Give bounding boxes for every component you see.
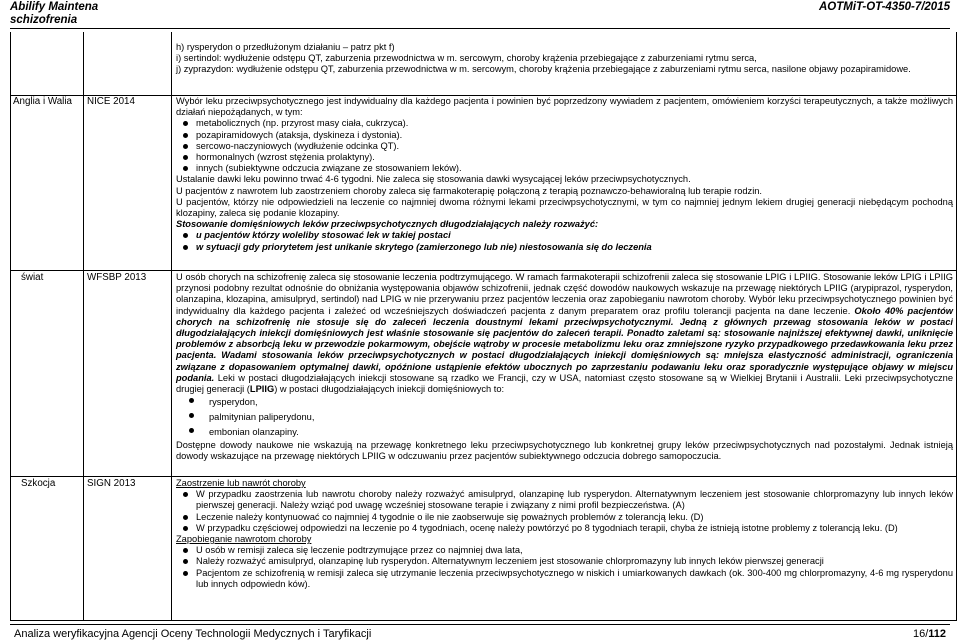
section-heading: Zapobieganie nawrotom choroby <box>176 534 312 545</box>
row-divider <box>11 270 956 271</box>
list-item: metabolicznych (np. przyrost masy ciała, cukrzyca). <box>176 118 953 129</box>
list-item: w sytuacji gdy priorytetem jest unikanie skrytego (zamierzonego lub nie) niestosowania się do leczenia <box>176 242 953 253</box>
footer-agency: Analiza weryfikacyjna Agencji Oceny Technologii Medycznych i Taryfikacji <box>14 628 372 640</box>
header-document-id: AOTMiT-OT-4350-7/2015 <box>818 1 950 13</box>
region-cell: świat <box>21 272 44 283</box>
paragraph: Ustalanie dawki leku powinno trwać 4-6 tygodni. Nie zaleca się stosowania dawki wysycającej leków przeciwpsychotycznych. <box>176 174 691 185</box>
paragraph-text: ) w postaci długodziałających iniekcji domięśniowych to: <box>274 384 505 395</box>
header-product <box>10 1 98 27</box>
header-indication: schizofrenia <box>10 14 78 26</box>
list-item: W przypadku zaostrzenia lub nawrotu choroby należy rozważyć amisulpryd, olanzapinę lub rysperydon. Alternatywnym leczeniem jest stosowanie chlorpromazyny lub innych leków pierwszej generacji. Należy wziąć pod uwagę wcześniej stosowane terapie i związany z nimi profil bezpieczeństwa. (A) <box>176 489 953 511</box>
column-divider <box>171 32 172 620</box>
page-header <box>10 0 950 29</box>
section-heading: Zaostrzenie lub nawrót choroby <box>176 478 306 488</box>
list-item: embonian olanzapiny. <box>176 425 953 440</box>
contraindication-item-i: i) sertindol: wydłużenie odstępu QT, zaburzenia przewodnictwa w m. sercowym, choroby krążenia przebiegające z zaburzeniami rytmu serca, <box>176 53 757 64</box>
organization-cell: NICE 2014 <box>87 96 135 107</box>
paragraph: Wybór leku przeciwpsychotycznego jest indywidualny dla każdego pacjenta i powinien być poprzedzony wywiadem z pacjentem, omówieniem korzyści terapeutycznych, a także możliwych działań niepożądanych, w tym: <box>176 96 953 118</box>
paragraph: U pacjentów z nawrotem lub zaostrzeniem choroby zaleca się farmakoterapię połączoną z terapią poznawczo-behawioralną lub terapie rodzin. <box>176 185 763 196</box>
paragraph-heading: Stosowanie domięśniowych leków przeciwpsychotycznych długodziałających należy rozważyć: <box>176 219 599 230</box>
recommendation-cell <box>176 96 953 253</box>
page-number <box>913 628 946 640</box>
paragraph <box>176 272 953 395</box>
paragraph-text: Leki w postaci długodziałających iniekcji stosowane są rzadko we Francji, czy w USA, natomiast często stosowane są w Wielkiej Brytanii i Australii. Leki przeciwpsychotyczne drugiej generacji ( <box>176 372 953 395</box>
recommendation-cell <box>176 478 953 590</box>
page-current: 16/ <box>912 628 929 640</box>
page-footer <box>10 624 950 641</box>
organization-cell: WFSBP 2013 <box>87 272 147 283</box>
table-row <box>176 42 953 76</box>
row-divider <box>11 476 956 477</box>
contraindication-item-h: h) rysperydon o przedłużonym działaniu – patrz pkt f) <box>176 42 395 52</box>
paragraph-emphasis: Około 40% pacjentów chorych na schizofrenię nie stosuje się do zaleceń leczenia doustnymi lekami przeciwpsychotycznymi. Jedną z głównych przewag stosowania leków w postaci długodziałających iniekcji domięśniowych jest właśnie stosowanie się pacjentów do zaleceń terapii. Ponadto zaletami są: stosowanie najniższej efektywnej dawki, uniknięcie problemów z absorbcją leku w przewodzie pokarmowym, obejście wątroby w procesie metabolizmu leku oraz zmniejszone ryzyko przypadkowego przedawkowania leku przez pacjenta. Wadami stosowania leków przeciwpsychotycznych w postaci długodziałających iniekcji domięśniowych są: mniejsza elastyczność administracji, ograniczenia związane z dopasowaniem optymalnej dawki, opóźnione ustąpienie efektów ubocznych po zaprzestaniu podawaniu leku oraz sporadycznie występujące objawy w miejscu podania. <box>176 305 953 383</box>
paragraph: Dostępne dowody naukowe nie wskazują na przewagę konkretnego leku przeciwpsychotycznego lub konkretnej grupy leków przeciwpsychotycznych nad pozostałymi. Jednak istnieją dowody wskazujące na przewagę niektórych LPIIG w odczuwaniu przez pacjentów subiektywnego odczucia dobrego samopoczucia. <box>176 440 953 462</box>
list-item: palmitynian paliperydonu, <box>176 410 953 425</box>
paragraph-text: U osób chorych na schizofrenię zaleca się stosowanie leczenia podtrzymującego. W ramach farmakoterapii schizofrenii zaleca się stosowanie LPIG i LPIIG. Stosowanie leków LPIG i LPIIG przynosi podobny rezultat odnośnie do obniżania występowania objawów schizofrenii, jednak część dowodów naukowych wskazuje na przewagę niektórych LPIIG (arypiprazol, rysperydon, olanzapina, klozapina, amisulpryd, sertindol) nad LPIG w nie przerywaniu przez pacjentów leczenia oraz zapobieganiu nawrotom choroby. Wybór leku przeciwpsychotycznego powinien być indywidualny dla każdego pacjenta i zależeć od wcześniejszych doświadczeń pacjenta z danym preparatem oraz profilu tolerancji pacjenta na dane leczenie. <box>176 272 953 316</box>
list-item: sercowo-naczyniowych (wydłużenie odcinka QT). <box>176 141 953 152</box>
header-product-name: Abilify Maintena <box>10 1 99 13</box>
region-cell: Szkocja <box>21 478 56 489</box>
list-item: W przypadku częściowej odpowiedzi na leczenie po 4 tygodniach, ocenę należy powtórzyć po 8 tygodniach terapii, chyba że istnieją istotne problemy z tolerancją leku. (D) <box>176 523 953 534</box>
region-cell: Anglia i Walia <box>13 96 72 107</box>
list-item: rysperydon, <box>176 395 953 410</box>
list-item: Pacjentom ze schizofrenią w remisji zaleca się utrzymanie leczenia przeciwpsychotycznego w niskich i umiarkowanych dawkach (ok. 300-400 mg chlorpromazyny, 4-6 mg rysperydonu lub innych odpowiedn ków). <box>176 568 953 590</box>
list-item: U osób w remisji zaleca się leczenie podtrzymujące przez co najmniej dwa lata, <box>176 545 953 556</box>
page-total: 112 <box>928 628 946 640</box>
list-item: innych (subiektywne odczucia związane ze stosowaniem leków). <box>176 163 953 174</box>
contraindication-item-j: j) zyprazydon: wydłużenie odstępu QT, zaburzenia przewodnictwa w m. sercowym, choroby krążenia przebiegające z zaburzeniami rytmu serca, nasilone objawy pozapiramidowe. <box>176 64 911 75</box>
list-item: Należy rozważyć amisulpryd, olanzapinę lub rysperydon. Alternatywnym leczeniem jest stosowanie chlorpromazyny lub innych leków pierwszej generacji <box>176 556 953 567</box>
list-item: Leczenie należy kontynuować co najmniej 4 tygodnie o ile nie zaobserwuje się poważnych problemów z tolerancją leku. (D) <box>176 512 953 523</box>
list-item: hormonalnych (wzrost stężenia prolaktyny). <box>176 152 953 163</box>
list-item: u pacjentów którzy woleliby stosować lek w takiej postaci <box>176 230 953 241</box>
paragraph: U pacjentów, którzy nie odpowiedzieli na leczenie co najmniej dwoma różnymi lekami przeciwpsychotycznymi, w tym co najmniej jednym lekiem drugiej generacji niebędącym pochodną klozapiny, zaleca się podanie klozapiny. <box>176 196 953 219</box>
list-item: pozapiramidowych (ataksja, dyskineza i dystonia). <box>176 130 953 141</box>
guidelines-table <box>10 32 957 621</box>
column-divider <box>83 32 84 620</box>
abbreviation: LPIIG <box>249 384 275 395</box>
organization-cell: SIGN 2013 <box>87 478 136 489</box>
recommendation-cell <box>176 272 953 463</box>
